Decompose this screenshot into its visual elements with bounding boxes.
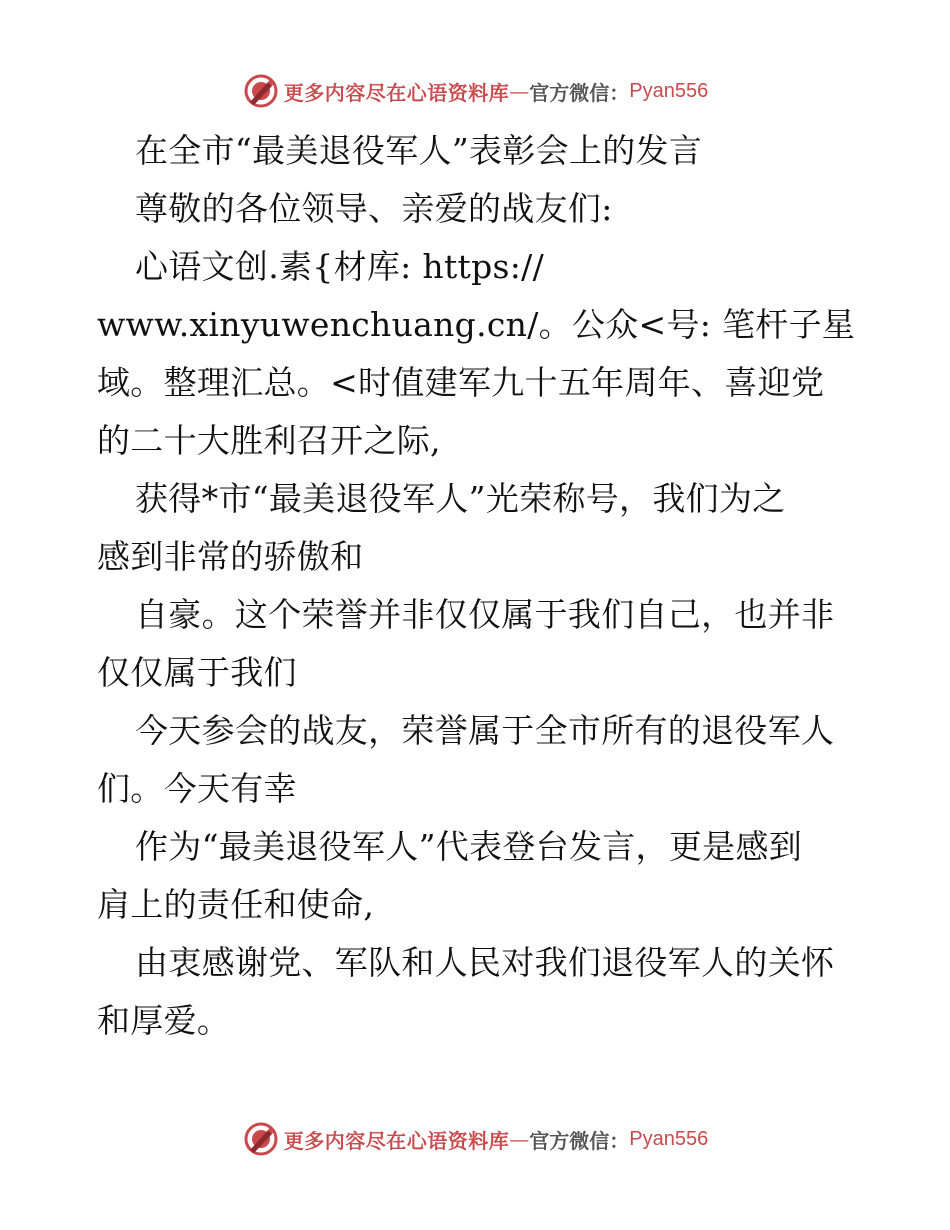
footer-banner bbox=[0, 1119, 950, 1159]
text-line: www.xinyuwenchuang.cn/。公众<号: 笔杆子星 bbox=[97, 305, 856, 344]
text-line: 心语文创.素{材库: https:// bbox=[135, 247, 544, 286]
banner-title: 更多内容尽在心语资料库 bbox=[283, 80, 510, 105]
text-line: 自豪。这个荣誉并非仅仅属于我们自己，也并非 bbox=[135, 595, 835, 634]
text-line: 们。今天有幸 bbox=[97, 769, 297, 808]
text-line: 感到非常的骄傲和 bbox=[97, 537, 364, 576]
banner-wechat-label: 官方微信： bbox=[529, 80, 630, 105]
document-title: 在全市“最美退役军人”表彰会上的发言 bbox=[135, 131, 703, 170]
banner-title: 更多内容尽在心语资料库 bbox=[283, 1128, 510, 1153]
header-banner bbox=[0, 71, 950, 111]
text-line: 作为“最美退役军人”代表登台发言，更是感到 bbox=[135, 827, 803, 866]
text-line: 肩上的责任和使命, bbox=[97, 885, 375, 924]
text-line: 仅仅属于我们 bbox=[97, 653, 297, 692]
banner-wechat-id: Pyan556 bbox=[629, 1127, 709, 1150]
document-body bbox=[97, 122, 867, 1050]
text-line: 由衷感谢党、军队和人民对我们退役军人的关怀 bbox=[135, 943, 835, 982]
text-line: 域。整理汇总。<时值建军九十五年周年、喜迎党 bbox=[97, 363, 825, 402]
salutation: 尊敬的各位领导、亲爱的战友们: bbox=[135, 189, 613, 228]
banner-wechat-label: 官方微信： bbox=[529, 1128, 630, 1153]
pen-logo-icon bbox=[242, 1120, 280, 1158]
pen-logo-icon bbox=[242, 72, 280, 110]
text-line: 的二十大胜利召开之际, bbox=[97, 421, 441, 460]
banner-dash: — bbox=[509, 79, 530, 103]
text-line: 今天参会的战友，荣誉属于全市所有的退役军人 bbox=[135, 711, 835, 750]
banner-wechat-id: Pyan556 bbox=[629, 79, 709, 102]
banner-dash: — bbox=[509, 1127, 530, 1151]
text-line: 和厚爱。 bbox=[97, 1001, 231, 1040]
text-line: 获得*市“最美退役军人”光荣称号，我们为之 bbox=[135, 479, 786, 518]
